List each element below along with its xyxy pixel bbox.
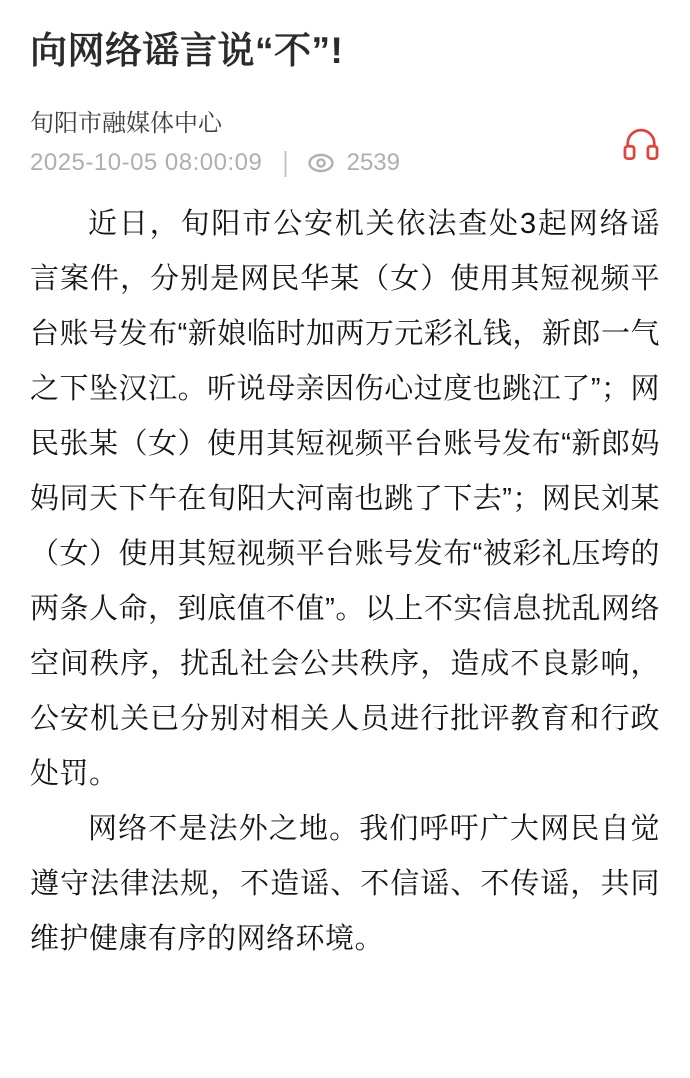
meta-divider: | [282, 146, 289, 178]
listen-audio-button[interactable] [618, 120, 664, 166]
source-name: 旬阳市融媒体中心 [30, 110, 222, 137]
byline-row [30, 109, 664, 177]
headphone-icon [619, 121, 663, 165]
meta-row [30, 146, 400, 178]
publish-time: 2025-10-05 08:00:09 [30, 149, 263, 176]
article-paragraph: 网络不是法外之地。我们呼吁广大网民自觉遵守法律法规，不造谣、不信谣、不传谣，共同维护健康有序的网络环境。 [30, 813, 660, 955]
article-body [30, 197, 660, 967]
eye-icon [305, 151, 337, 175]
page-title: 向网络谣言说“不”! [30, 30, 344, 71]
view-count: 2539 [346, 149, 400, 176]
source-meta [30, 109, 400, 177]
article-paragraph: 近日，旬阳市公安机关依法查处3起网络谣言案件，分别是网民华某（女）使用其短视频平台账号发布“新娘临时加两万元彩礼钱，新郎一气之下坠汉江。听说母亲因伤心过度也跳江了”；网民张某（女）使用其短视频平台账号发布“新郎妈妈同天下午在旬阳大河南也跳了下去”；网民刘某（女）使用其短视频平台账号发布“被彩礼压垮的两条人命，到底值不值”。以上不实信息扰乱网络空间秩序，扰乱社会公共秩序，造成不良影响，公安机关已分别对相关人员进行批评教育和行政处罚。 [30, 208, 660, 790]
